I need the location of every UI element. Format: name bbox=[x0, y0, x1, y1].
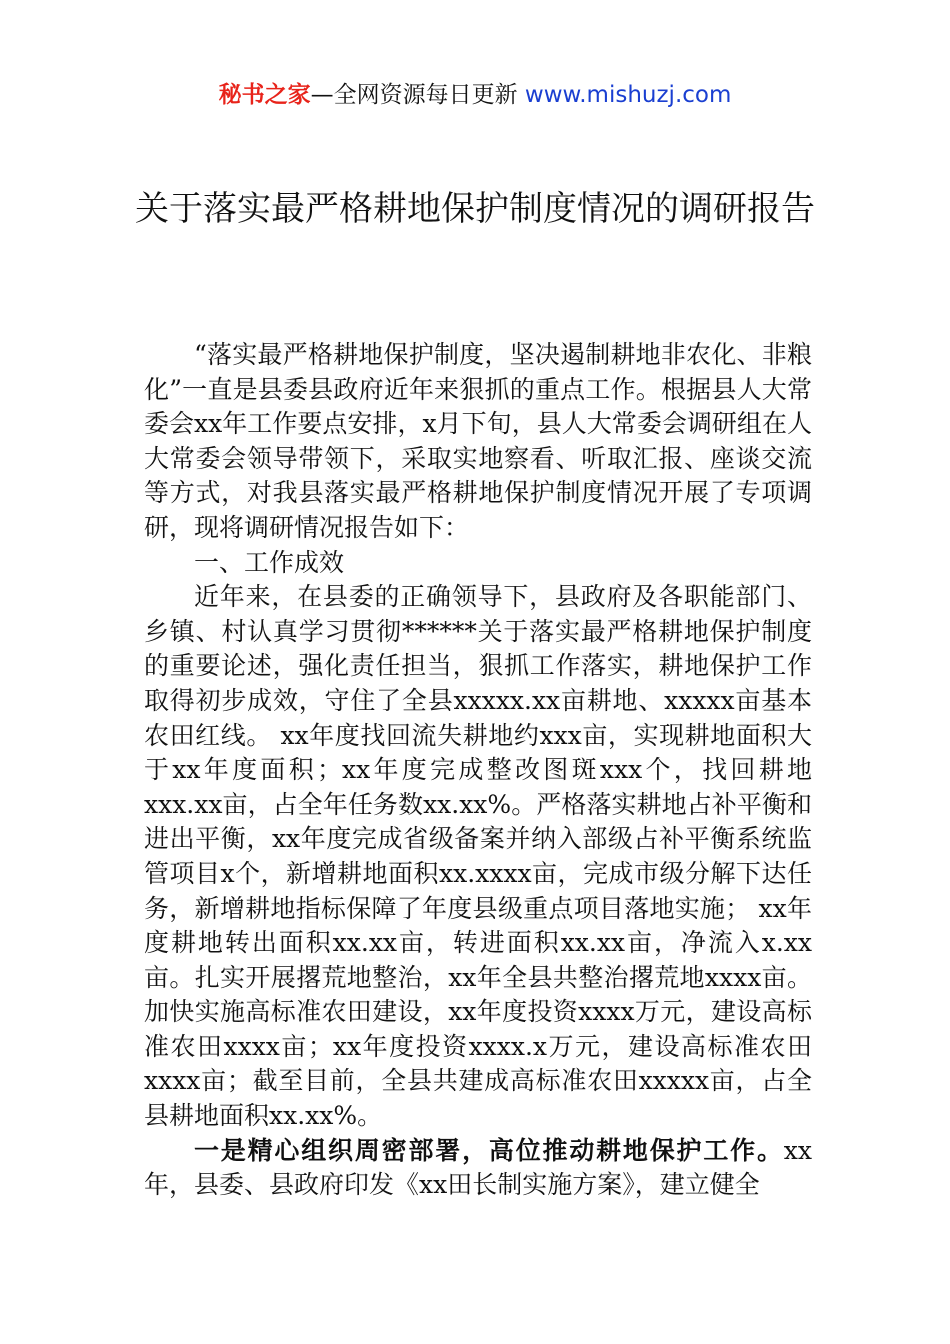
intro-paragraph: “落实最严格耕地保护制度，坚决遏制耕地非农化、非粮化”一直是县委县政府近年来狠抓的重点工作。根据县人大常委会xx年工作要点安排，x月下旬，县人大常委会调研组在人大常委会领导带领下，采取实地察看、听取汇报、座谈交流等方式，对我县落实最严格耕地保护制度情况开展了专项调研，现将调研情况报告如下： bbox=[144, 340, 812, 542]
section-heading: 一、工作成效 bbox=[194, 547, 345, 577]
site-tagline: —全网资源每日更新 bbox=[310, 82, 518, 108]
point-paragraph bbox=[144, 1134, 812, 1203]
site-name: 秘书之家 bbox=[218, 82, 311, 108]
site-url-link[interactable]: www.mishuzj.com bbox=[524, 82, 732, 108]
point-lead: 一是精心组织周密部署，高位推动耕地保护工作。 bbox=[194, 1135, 784, 1165]
document-title: 关于落实最严格耕地保护制度情况的调研报告 bbox=[135, 189, 815, 229]
body-paragraph: 近年来，在县委的正确领导下，县政府及各职能部门、乡镇、村认真学习贯彻******关于落实最严格耕地保护制度的重要论述，强化责任担当，狠抓工作落实，耕地保护工作取得初步成效，守住了全县xxxxx.xx亩耕地、xxxxx亩基本农田红线。 xx年度找回流失耕地约xxx亩，实现耕地面积大于xx年度面积；xx年度完成整改图斑xxx个，找回耕地xxx.xx亩，占全年任务数xx.xx%。严格落实耕地占补平衡和进出平衡，xx年度完成省级备案并纳入部级占补平衡系统监管项目x个，新增耕地面积xx.xxxx亩，完成市级分解下达任务，新增耕地指标保障了年度县级重点项目落地实施； xx年度耕地转出面积xx.xx亩，转进面积xx.xx亩，净流入x.xx亩。扎实开展撂荒地整治，xx年全县共整治撂荒地xxxx亩。加快实施高标准农田建设，xx年度投资xxxx万元，建设高标准农田xxxx亩；xx年度投资xxxx.x万元，建设高标准农田xxxx亩；截至目前，全县共建成高标准农田xxxxx亩，占全县耕地面积xx.xx%。 bbox=[144, 582, 812, 1131]
point-body: xx年，县委、县政府印发《xx田长制实施方案》，建立健全 bbox=[144, 1135, 812, 1200]
site-header bbox=[0, 78, 950, 112]
document-body bbox=[144, 338, 812, 1203]
